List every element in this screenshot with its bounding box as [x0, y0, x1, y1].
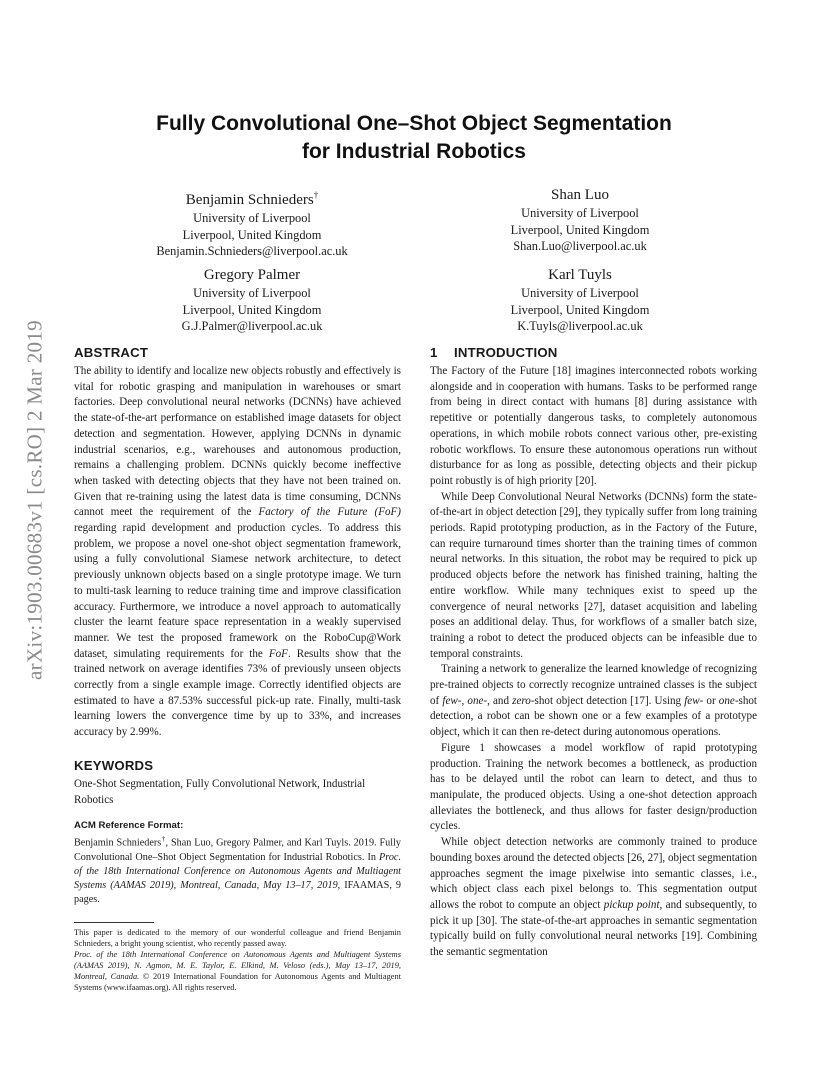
author-email: Benjamin.Schnieders@liverpool.ac.uk — [156, 244, 348, 258]
acm-reference-text: Benjamin Schnieders†, Shan Luo, Gregory Palmer, and Karl Tuyls. 2019. Fully Convolutional One–Shot Object Segmentation for Industrial Robotics. In Proc. of the 18th International Conference on Autonomous Agents and Multiagent Systems (AAMAS 2019), Montreal, Canada, May 13–17, 2019, IFAAMAS, 9 pages. — [74, 835, 402, 905]
title-line-2: for Industrial Robotics — [301, 140, 526, 163]
author-location: Liverpool, United Kingdom — [182, 302, 322, 317]
author-email: Shan.Luo@liverpool.ac.uk — [513, 239, 647, 253]
author-location: Liverpool, United Kingdom — [182, 227, 322, 242]
intro-heading: 1 INTRODUCTION — [430, 345, 558, 360]
author-email: G.J.Palmer@liverpool.ac.uk — [181, 319, 323, 333]
title-line-1: Fully Convolutional One–Shot Object Segmentation — [156, 112, 672, 135]
paper-title — [74, 110, 754, 166]
author-location: Liverpool, United Kingdom — [510, 222, 650, 237]
arxiv-stamp-text: arXiv:1903.00683v1 [cs.RO] 2 Mar 2019 — [22, 320, 47, 680]
footnote — [74, 927, 401, 993]
intro-paragraph: Figure 1 showcases a model workflow of rapid prototyping production. Training the network becomes a bottleneck, as production has to be delayed until the robot can learn to detect, and thus to manipulate, the produced objects. Using a one-shot detection approach alleviates the bottleneck, and thus allows for faster design/production cycles. — [430, 741, 757, 833]
footnote-rule — [74, 922, 154, 923]
author-block — [124, 266, 380, 335]
author-name: Shan Luo — [551, 187, 609, 203]
abstract-text: The ability to identify and localize new objects robustly and effectively is vital for robotic grasping and manipulation in warehouses or smart factories. Deep convolutional neural networks (DCNNs) have achieved the state-of-the-art performance on established image datasets for object detection and segmentation. However, applying DCNNs in dynamic industrial scenarios, e.g., warehouses and autonomous production, remains a challenging problem. DCNNs quickly become ineffective when tasked with detecting objects that they have not been trained on. Given that re-training using the latest data is time consuming, DCNNs cannot meet the requirement of the Factory of the Future (FoF) regarding rapid development and production cycles. To address this problem, we propose a novel one-shot object segmentation framework, using a fully convolutional Siamese network architecture, to detect previously unknown objects based on a single prototype image. We turn to multi-task learning to reduce training time and improve classification accuracy. Furthermore, we introduce a novel approach to automatically cluster the learnt feature space representation in a weakly supervised manner. We test the proposed framework on the RoboCup@Work dataset, simulating requirements for the FoF. Results show that the trained network on average identifies 73% of previously unseen objects correctly from a single example image. Correctly identified objects are estimated to have a 87.53% successful pick-up rate. Finally, multi-task learning lowers the convergence time by up to 33%, and increases accuracy by 2.99%. — [74, 365, 401, 739]
intro-paragraph: Training a network to generalize the learned knowledge of recognizing pre-trained objects to correctly recognize untrained classes is the subject of few-, one-, and zero-shot object detection [17]. Using few- or one-shot detection, a robot can be shown one or a few examples of a prototype object, which it can then re-detect during autonomous operations. — [430, 663, 758, 739]
acm-reference-heading: ACM Reference Format: — [74, 820, 184, 832]
author-location: Liverpool, United Kingdom — [510, 302, 650, 317]
abstract-heading: ABSTRACT — [74, 345, 149, 360]
intro-paragraph: While Deep Convolutional Neural Networks (DCNNs) form the state-of-the-art in object detection [29], they typically suffer from long training periods. Rapid prototyping production, as in the Factory of the Future, can require turnaround times shorter than the training times of common neural networks. In this situation, the robot may be required to pick up produced objects before the network has finished training, halting the entire workflow. While many techniques exist to speed up the convergence of neural networks [27], dataset acquisition and labeling poses an additional delay. Thus, for workflows of a smaller batch size, training a robot to detect the produced objects can be infeasible due to temporal constraints. — [430, 490, 757, 660]
author-affiliation: University of Liverpool — [193, 286, 311, 300]
author-block — [452, 186, 708, 255]
left-column — [74, 344, 401, 993]
author-block — [124, 186, 380, 260]
intro-paragraph: While object detection networks are commonly trained to produce bounding boxes around the detected objects [26, 27], object segmentation approaches segment the image pixelwise into semantic classes, i.e., which object class each pixel belongs to. This segmentation output allows the robot to compute an object pickup point, and subsequently, to pick it up [30]. The state-of-the-art approaches in semantic segmentation typically build on fully convolutional neural networks [19]. Combining the semantic segmentation — [430, 836, 757, 959]
author-name: Benjamin Schnieders† — [185, 190, 319, 208]
author-affiliation: University of Liverpool — [521, 206, 639, 220]
intro-paragraph: The Factory of the Future [18] imagines interconnected robots working alongside and in cooperation with humans. Tasks to be performed range from being in direct contact with humans [8] during assistance with repetitive or potentially dangerous tasks, to completely autonomous operations, in which mobile robots connect various other, pre-existing robotic workflows. To ensure these autonomous operations run without disturbance for as long as possible, detecting objects and their pickup point robustly is of high priority [20]. — [430, 365, 757, 487]
author-email: K.Tuyls@liverpool.ac.uk — [517, 319, 643, 333]
footnote-copyright: Proc. of the 18th International Conference on Autonomous Agents and Multiagent Systems (AAMAS 2019), N. Agmon, M. E. Taylor, E. Elkind, M. Veloso (eds.), May 13–17, 2019, Montreal, Canada. © 2019 International Foundation for Autonomous Agents and Multiagent Systems (www.ifaamas.org). All rights reserved. — [74, 949, 401, 992]
author-block — [452, 266, 708, 335]
arxiv-stamp — [20, 290, 50, 710]
footnote-dedication: This paper is dedicated to the memory of our wonderful colleague and friend Benjamin Schnieders, a bright young scientist, who recently passed away. — [74, 927, 401, 948]
keywords-heading: KEYWORDS — [74, 757, 154, 773]
author-name: Karl Tuyls — [548, 267, 612, 283]
author-affiliation: University of Liverpool — [521, 286, 639, 300]
keywords-text: One-Shot Segmentation, Fully Convolutional Network, Industrial Robotics — [74, 777, 366, 806]
author-affiliation: University of Liverpool — [193, 211, 311, 225]
author-name: Gregory Palmer — [203, 267, 301, 283]
right-column — [430, 344, 757, 961]
